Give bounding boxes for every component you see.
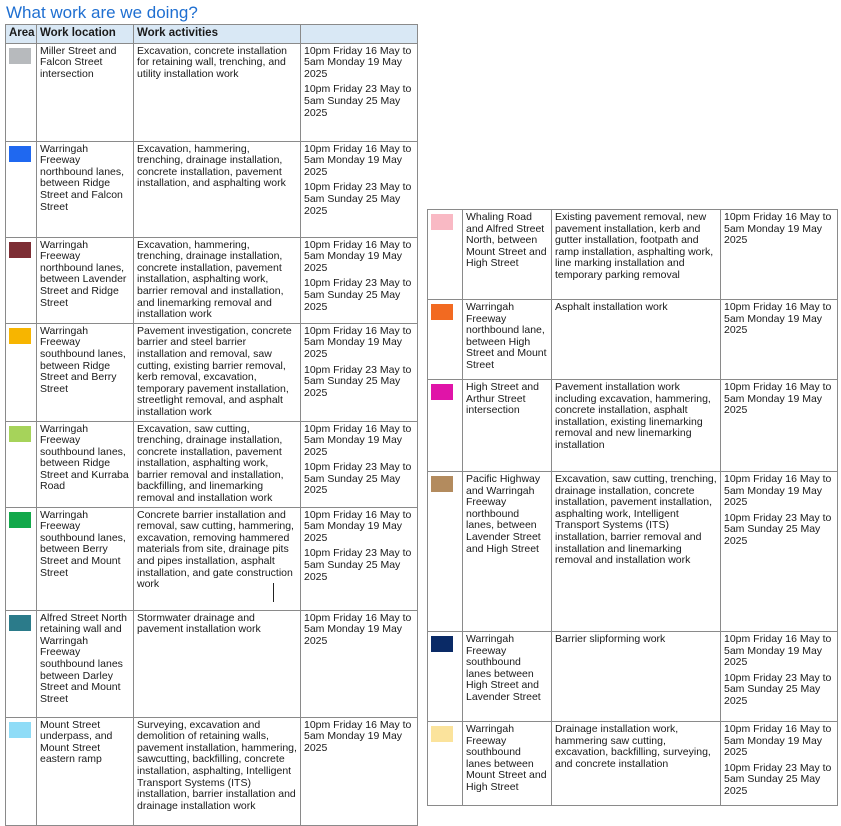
dates-cell bbox=[721, 722, 838, 806]
dates-cell bbox=[301, 421, 418, 507]
dates-cell bbox=[721, 632, 838, 722]
work-location-cell: Warringah Freeway southbound lanes, between Berry Street and Mount Street bbox=[37, 507, 134, 610]
work-location-cell: Pacific Highway and Warringah Freeway northbound lanes, between Lavender Street and High Street bbox=[463, 472, 552, 632]
work-date-range: 10pm Friday 23 May to 5am Sunday 25 May 2025 bbox=[304, 461, 412, 497]
work-location-cell: Warringah Freeway southbound lanes between High Street and Lavender Street bbox=[463, 632, 552, 722]
table-row bbox=[6, 610, 418, 717]
table-row bbox=[428, 632, 838, 722]
area-color-swatch bbox=[9, 426, 31, 442]
work-date-range: 10pm Friday 16 May to 5am Monday 19 May 2025 bbox=[304, 238, 412, 274]
area-color-swatch bbox=[431, 726, 453, 742]
work-date-range: 10pm Friday 23 May to 5am Sunday 25 May 2025 bbox=[724, 671, 832, 707]
area-cell bbox=[6, 141, 37, 237]
work-activities-cell: Pavement investigation, concrete barrier and steel barrier installation and removal, saw cutting, existing barrier removal, kerb removal, excavation, temporary pavement installation, streetlight removal, and asphalt installation work bbox=[134, 323, 301, 421]
area-color-swatch bbox=[431, 304, 453, 320]
work-date-range: 10pm Friday 16 May to 5am Monday 19 May 2025 bbox=[724, 473, 832, 509]
table-row bbox=[6, 421, 418, 507]
work-date-range: 10pm Friday 16 May to 5am Monday 19 May 2025 bbox=[724, 381, 832, 417]
area-color-swatch bbox=[431, 214, 453, 230]
work-activities-cell: Surveying, excavation and demolition of retaining walls, pavement installation, hammering, sawcutting, backfilling, concrete installation, asphalting, Intelligent Transport Systems (ITS) installation, barrier installation and drainage installation work bbox=[134, 717, 301, 825]
area-color-swatch bbox=[431, 636, 453, 652]
work-location-cell: Alfred Street North retaining wall and Warringah Freeway southbound lanes between Darley Street and Mount Street bbox=[37, 610, 134, 717]
page-title: What work are we doing? bbox=[6, 3, 198, 22]
work-date-range: 10pm Friday 16 May to 5am Monday 19 May 2025 bbox=[724, 633, 832, 669]
work-location-cell: Warringah Freeway northbound lanes, between Lavender Street and Ridge Street bbox=[37, 237, 134, 323]
work-date-range: 10pm Friday 16 May to 5am Monday 19 May 2025 bbox=[304, 422, 412, 458]
area-color-swatch bbox=[9, 48, 31, 64]
area-cell bbox=[428, 472, 463, 632]
area-color-swatch bbox=[431, 384, 453, 400]
work-activities-cell: Asphalt installation work bbox=[552, 300, 721, 380]
dates-cell bbox=[301, 610, 418, 717]
work-activities-cell: Stormwater drainage and pavement installation work bbox=[134, 610, 301, 717]
column-header-dates bbox=[301, 25, 418, 44]
area-cell bbox=[428, 210, 463, 300]
dates-cell bbox=[721, 300, 838, 380]
table-header-row bbox=[6, 25, 418, 44]
dates-cell bbox=[721, 210, 838, 300]
work-activities-cell: Pavement installation work including excavation, hammering, concrete installation, asphalt installation, existing linemarking removal and new linemarking installation bbox=[552, 380, 721, 472]
work-date-range: 10pm Friday 16 May to 5am Monday 19 May 2025 bbox=[724, 723, 832, 759]
dates-cell bbox=[301, 507, 418, 610]
work-location-cell: Warringah Freeway southbound lanes, between Ridge Street and Berry Street bbox=[37, 323, 134, 421]
works-table-left bbox=[5, 24, 418, 826]
work-activities-cell: Barrier slipforming work bbox=[552, 632, 721, 722]
work-location-cell: Mount Street underpass, and Mount Street eastern ramp bbox=[37, 717, 134, 825]
work-activities-cell: Excavation, concrete installation for retaining wall, trenching, and utility installation work bbox=[134, 43, 301, 141]
table-row bbox=[6, 43, 418, 141]
area-cell bbox=[428, 722, 463, 806]
table-row bbox=[428, 722, 838, 806]
work-date-range: 10pm Friday 16 May to 5am Monday 19 May 2025 bbox=[304, 142, 412, 178]
work-date-range: 10pm Friday 23 May to 5am Sunday 25 May 2025 bbox=[304, 277, 412, 313]
column-header-area: Area bbox=[6, 25, 37, 44]
work-activities-cell: Existing pavement removal, new pavement installation, kerb and gutter installation, footpath and ramp installation, asphalting work, line marking installation and temporary parking removal bbox=[552, 210, 721, 300]
area-color-swatch bbox=[431, 476, 453, 492]
work-activities-cell: Excavation, hammering, trenching, drainage installation, concrete installation, pavement installation, asphalting work, barrier removal and installation, and linemarking removal and installation work bbox=[134, 237, 301, 323]
area-cell bbox=[6, 237, 37, 323]
work-date-range: 10pm Friday 23 May to 5am Sunday 25 May 2025 bbox=[304, 83, 412, 119]
area-cell bbox=[428, 300, 463, 380]
work-date-range: 10pm Friday 16 May to 5am Monday 19 May 2025 bbox=[304, 718, 412, 754]
work-location-cell: Miller Street and Falcon Street intersection bbox=[37, 43, 134, 141]
dates-cell bbox=[301, 141, 418, 237]
dates-cell bbox=[301, 237, 418, 323]
work-activities-cell: Excavation, saw cutting, trenching, drainage installation, concrete installation, pavement installation, asphalting work, Intelligent Transport Systems (ITS) installation, barrier removal and installation and linemarking removal and installation work bbox=[552, 472, 721, 632]
work-location-cell: Whaling Road and Alfred Street North, between Mount Street and High Street bbox=[463, 210, 552, 300]
work-date-range: 10pm Friday 16 May to 5am Monday 19 May 2025 bbox=[304, 508, 412, 544]
work-location-cell: High Street and Arthur Street intersection bbox=[463, 380, 552, 472]
work-date-range: 10pm Friday 23 May to 5am Sunday 25 May 2025 bbox=[304, 363, 412, 399]
work-date-range: 10pm Friday 16 May to 5am Monday 19 May 2025 bbox=[724, 301, 832, 337]
table-row bbox=[428, 300, 838, 380]
column-header-activities: Work activities bbox=[134, 25, 301, 44]
table-row bbox=[6, 323, 418, 421]
area-color-swatch bbox=[9, 615, 31, 631]
table-row bbox=[428, 472, 838, 632]
table-row bbox=[6, 507, 418, 610]
table-row bbox=[6, 141, 418, 237]
dates-cell bbox=[721, 472, 838, 632]
work-location-cell: Warringah Freeway southbound lanes, between Ridge Street and Kurraba Road bbox=[37, 421, 134, 507]
work-activities-cell: Excavation, hammering, trenching, drainage installation, concrete installation, pavement installation, and asphalting work bbox=[134, 141, 301, 237]
work-date-range: 10pm Friday 23 May to 5am Sunday 25 May 2025 bbox=[304, 181, 412, 217]
area-cell bbox=[6, 43, 37, 141]
text-cursor bbox=[273, 583, 274, 602]
work-date-range: 10pm Friday 23 May to 5am Sunday 25 May 2025 bbox=[724, 761, 832, 797]
table-row bbox=[428, 210, 838, 300]
work-date-range: 10pm Friday 16 May to 5am Monday 19 May 2025 bbox=[304, 44, 412, 80]
work-date-range: 10pm Friday 16 May to 5am Monday 19 May 2025 bbox=[304, 324, 412, 360]
work-date-range: 10pm Friday 23 May to 5am Sunday 25 May 2025 bbox=[724, 511, 832, 547]
work-location-cell: Warringah Freeway northbound lane, between High Street and Mount Street bbox=[463, 300, 552, 380]
work-date-range: 10pm Friday 16 May to 5am Monday 19 May 2025 bbox=[724, 211, 832, 247]
dates-cell bbox=[301, 43, 418, 141]
area-color-swatch bbox=[9, 242, 31, 258]
table-row bbox=[6, 237, 418, 323]
area-cell bbox=[6, 610, 37, 717]
work-location-cell: Warringah Freeway northbound lanes, between Ridge Street and Falcon Street bbox=[37, 141, 134, 237]
dates-cell bbox=[721, 380, 838, 472]
area-color-swatch bbox=[9, 146, 31, 162]
work-activities-cell: Concrete barrier installation and removal, saw cutting, hammering, excavation, removing hammered materials from site, drainage pits and pipes installation, asphalt installation, and gate construction work bbox=[134, 507, 301, 610]
area-cell bbox=[6, 421, 37, 507]
works-table-right bbox=[427, 209, 838, 806]
area-cell bbox=[428, 380, 463, 472]
area-color-swatch bbox=[9, 328, 31, 344]
work-date-range: 10pm Friday 16 May to 5am Monday 19 May 2025 bbox=[304, 611, 412, 647]
work-location-cell: Warringah Freeway southbound lanes between Mount Street and High Street bbox=[463, 722, 552, 806]
area-cell bbox=[6, 507, 37, 610]
dates-cell bbox=[301, 323, 418, 421]
work-date-range: 10pm Friday 23 May to 5am Sunday 25 May 2025 bbox=[304, 547, 412, 583]
table-row bbox=[428, 380, 838, 472]
work-activities-cell: Excavation, saw cutting, trenching, drainage installation, concrete installation, pavement installation, asphalting work, barrier removal and installation, backfilling, and linemarking removal and installation work bbox=[134, 421, 301, 507]
area-cell bbox=[428, 632, 463, 722]
area-color-swatch bbox=[9, 512, 31, 528]
area-color-swatch bbox=[9, 722, 31, 738]
column-header-location: Work location bbox=[37, 25, 134, 44]
area-cell bbox=[6, 323, 37, 421]
work-activities-cell: Drainage installation work, hammering saw cutting, excavation, backfilling, surveying, and concrete installation bbox=[552, 722, 721, 806]
